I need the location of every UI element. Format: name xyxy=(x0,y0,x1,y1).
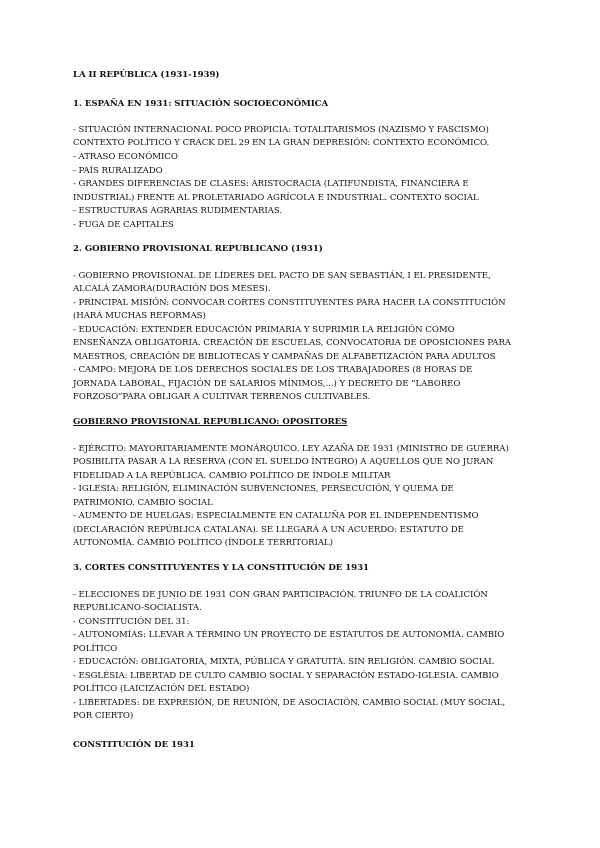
document-title: LA II REPÚBLICA (1931-1939) xyxy=(73,70,220,80)
text-line: - CONSTITUCIÓN DEL 31: xyxy=(73,617,190,627)
text-line: - CAMPO: MEJORA DE LOS DERECHOS SOCIALES DE LOS TRABAJADORES (8 HORAS DE xyxy=(73,365,473,375)
text-line: ENSEÑANZA OBLIGATORIA. CREACIÓN DE ESCUELAS, CONVOCATORIA DE OPOSICIONES PARA xyxy=(73,338,512,348)
text-line: - PAÍS RURALIZADO xyxy=(73,166,163,176)
section-heading-cortes-constituyentes: 3. CORTES CONSTITUYENTES Y LA CONSTITUCIÓN DE 1931 xyxy=(73,563,369,573)
text-line: AUTONOMÍA. CAMBIO POLÍTICO (ÍNDOLE TERRITORIAL) xyxy=(73,538,333,548)
text-line: - ESGLÉSIA: LIBERTAD DE CULTO CAMBIO SOCIAL Y SEPARACIÓN ESTADO-IGLESIA. CAMBIO xyxy=(73,671,499,681)
text-line: - AUTONOMÍAS: LLEVAR A TÉRMINO UN PROYECTO DE ESTATUTOS DE AUTONOMÍA. CAMBIO xyxy=(73,630,505,640)
text-line: ALCALÁ ZAMORA(DURACIÓN DOS MESES). xyxy=(73,284,271,294)
text-line: POSIBILITA PASAR A LA RESERVA (CON EL SUELDO ÍNTEGRO) A AQUELLOS QUE NO JURAN xyxy=(73,457,494,467)
text-line: - ESTRUCTURAS AGRARIAS RUDIMENTARIAS. xyxy=(73,206,283,216)
text-line: - FUGA DE CAPITALES xyxy=(73,220,174,230)
section-heading-opositores: GOBIERNO PROVISIONAL REPUBLICANO: OPOSITORES xyxy=(73,417,348,427)
text-line: - GOBIERNO PROVISIONAL DE LÍDERES DEL PACTO DE SAN SEBASTIÁN, I EL PRESIDENTE, xyxy=(73,271,491,281)
section-heading-gobierno-provisional: 2. GOBIERNO PROVISIONAL REPUBLICANO (1931) xyxy=(73,244,323,254)
text-line: - EDUCACIÓN: EXTENDER EDUCACIÓN PRIMARIA Y SUPRIMIR LA RELIGIÓN COMO xyxy=(73,325,455,335)
text-line: PATRIMONIO. CAMBIO SOCIAL xyxy=(73,498,213,508)
text-line: FIDELIDAD A LA REPÚBLICA. CAMBIO POLÍTICO DE ÍNDOLE MILITAR xyxy=(73,471,391,481)
text-line: JORNADA LABORAL, FIJACIÓN DE SALARIOS MÍNIMOS,...) Y DECRETO DE “LABOREO xyxy=(73,379,461,389)
text-line: (HARÁ MUCHAS REFORMAS) xyxy=(73,311,206,321)
text-line: - EJÉRCITO: MAYORITARIAMENTE MONÁRQUICO. LEY AZAÑA DE 1931 (MINISTRO DE GUERRA) xyxy=(73,444,509,454)
text-line: INDUSTRIAL) FRENTE AL PROLETARIADO AGRÍCOLA E INDUSTRIAL. CONTEXTO SOCIAL xyxy=(73,193,479,203)
text-line: - EDUCACIÓN: OBLIGATORIA, MIXTA, PÚBLICA Y GRATUITA. SIN RELIGIÓN. CAMBIO SOCIAL xyxy=(73,657,494,667)
text-line: POLÍTICO (LAICIZACIÓN DEL ESTADO) xyxy=(73,684,250,694)
text-line: - ATRASO ECONÓMICO xyxy=(73,152,178,162)
text-line: REPUBLICANO-SOCIALISTA. xyxy=(73,603,202,613)
section-heading-espana-1931: 1. ESPAÑA EN 1931: SITUACIÓN SOCIOECONÓMICA xyxy=(73,99,329,109)
text-line: - ELECCIONES DE JUNIO DE 1931 CON GRAN PARTICIPACIÓN. TRIUNFO DE LA COALICIÓN xyxy=(73,590,488,600)
section-heading-constitucion-1931: CONSTITUCIÓN DE 1931 xyxy=(73,740,195,750)
text-line: - PRINCIPAL MISIÓN: CONVOCAR CORTES CONSTITUYENTES PARA HACER LA CONSTITUCIÓN xyxy=(73,298,506,308)
text-line: CONTEXTO POLÍTICO Y CRACK DEL 29 EN LA GRAN DEPRESIÓN: CONTEXTO ECONÓMICO. xyxy=(73,138,490,148)
text-line: POR CIERTO) xyxy=(73,711,134,721)
text-line: - AUMENTO DE HUELGAS: ESPECIALMENTE EN CATALUÑA POR EL INDEPENDENTISMO xyxy=(73,511,479,521)
text-line: - IGLESIA: RELIGIÓN, ELIMINACIÓN SUBVENCIONES, PERSECUCIÓN, Y QUEMA DE xyxy=(73,484,454,494)
text-line: POLÍTICO xyxy=(73,644,118,654)
text-line: FORZOSO”PARA OBLIGAR A CULTIVAR TERRENOS CULTIVABLES. xyxy=(73,392,371,402)
text-line: (DECLARACIÓN REPÚBLICA CATALANA). SE LLEGARÁ A UN ACUERDO: ESTATUTO DE xyxy=(73,525,464,535)
text-line: MAESTROS, CREACIÓN DE BIBLIOTECAS Y CAMPAÑAS DE ALFABETIZACIÓN PARA ADULTOS xyxy=(73,352,496,362)
text-line: - SITUACIÓN INTERNACIONAL POCO PROPICIA: TOTALITARISMOS (NAZISMO Y FASCISMO) xyxy=(73,125,489,135)
text-line: - GRANDES DIFERENCIAS DE CLASES: ARISTOCRACIA (LATIFUNDISTA, FINANCIERA E xyxy=(73,179,469,189)
text-line: - LIBERTADES: DE EXPRESIÓN, DE REUNIÓN, DE ASOCIACIÓN. CAMBIO SOCIAL (MUY SOCIAL, xyxy=(73,698,506,708)
